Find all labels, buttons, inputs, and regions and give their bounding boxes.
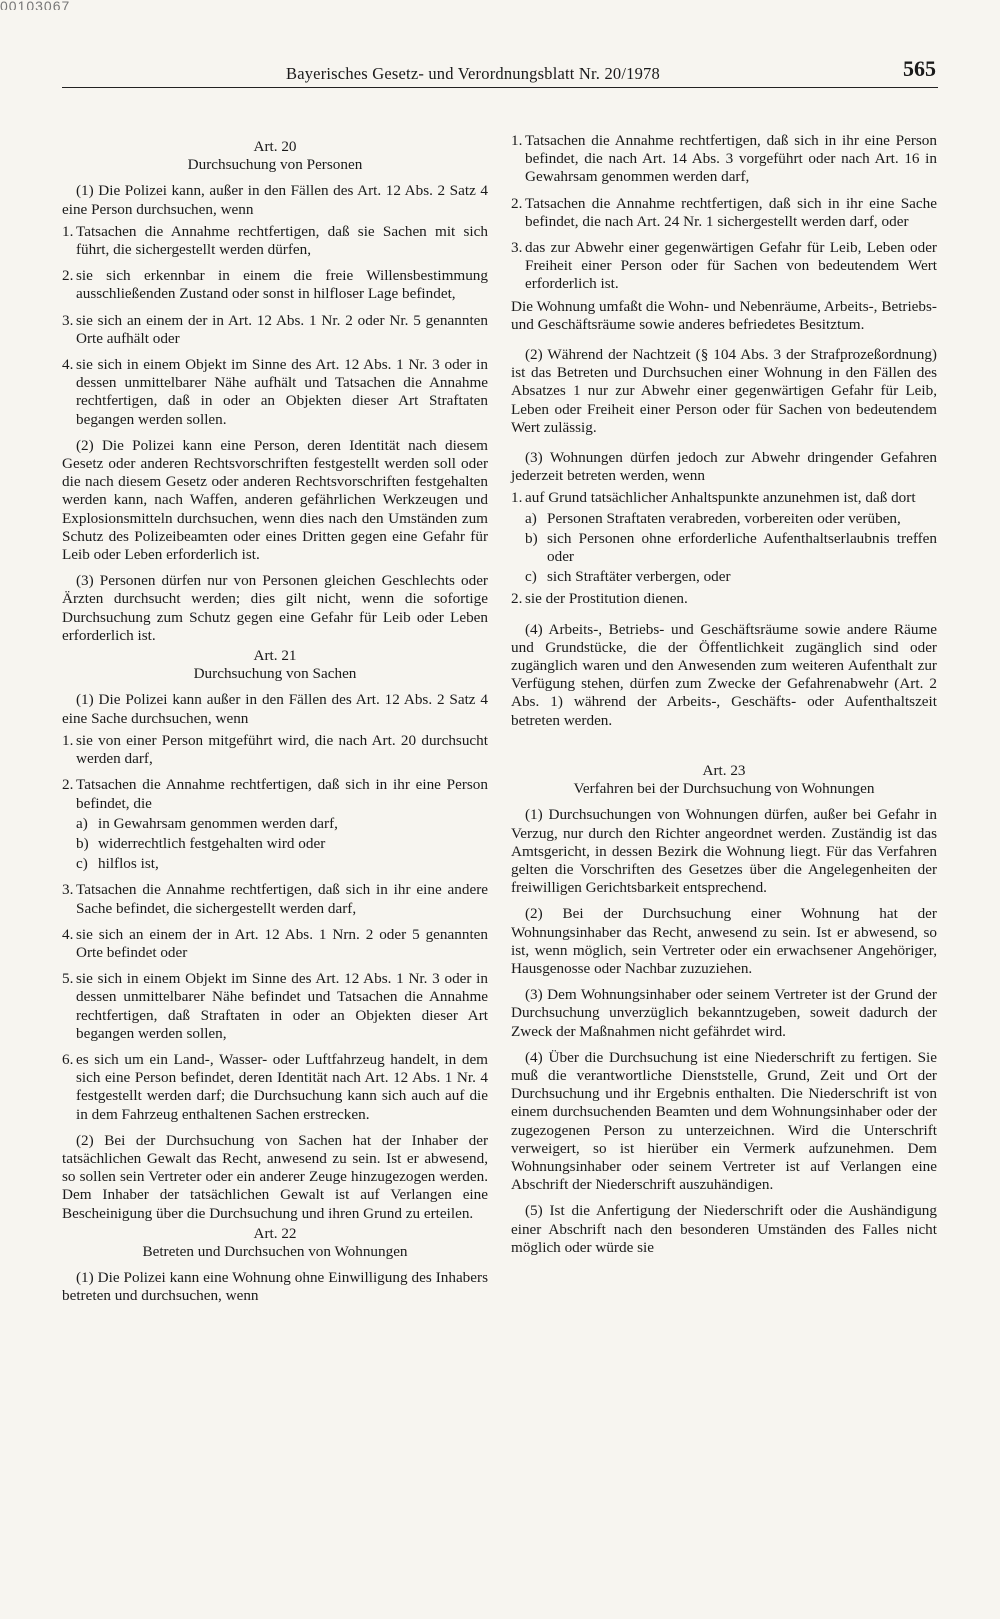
archive-stamp: 00103067 [0,0,71,10]
paragraph: (1) Durchsuchungen von Wohnungen dürfen, außer bei Gefahr in Verzug, nur durch den Richter angeordnet werden. Zuständig ist das Amtsgericht, in dessen Bezirk die Wohnung liegt. Für das Verfahren gelten die Vorschriften des Gesetzes über die Angelegenheiten der freiwilligen Gerichtsbarkeit entsprechend. [511,806,937,897]
paragraph: (5) Ist die Anfertigung der Niederschrift oder die Aushändigung einer Abschrift nach den besonderen Umständen des Falles nicht möglich oder würde sie [511,1202,937,1256]
sub-item: a) Personen Straftaten verabreden, vorbereiten oder verüben, [525,509,901,527]
article-number: Art. 23 [702,761,746,779]
running-head: Bayerisches Gesetz- und Verordnungsblatt Nr. 20/1978 [286,64,660,83]
list-item: 6. es sich um ein Land-, Wasser- oder Luftfahrzeug handelt, in dem sich eine Person befindet, deren Identität nach Art. 12 Abs. 1 Nr. 4 festgestellt werden darf; die Durchsuchung kann sich auch auf die in dem Fahrzeug enthaltenen Sachen erstrecken. [62,1050,488,1123]
paragraph: (2) Bei der Durchsuchung von Sachen hat der Inhaber der tatsächlichen Gewalt das Recht, anwesend zu sein. Ist er abwesend, so sollen sein Vertreter oder ein anderer Zeuge hinzugezogen werden. Dem Inhaber der tatsächlichen Gewalt ist auf Verlangen eine Bescheinigung über die Durchsuchung und ihren Grund zu erteilen. [62,1131,488,1222]
paragraph: Die Wohnung umfaßt die Wohn- und Nebenräume, Arbeits-, Betriebs- und Geschäftsräume sowie anderes befriedetes Besitztum. [511,297,937,333]
article-title: Verfahren bei der Durchsuchung von Wohnungen [573,780,875,798]
left-column [62,132,488,1314]
paragraph: (4) Über die Durchsuchung ist eine Niederschrift zu fertigen. Sie muß die verantwortliche Dienststelle, Grund, Zeit und Ort der Durchsuchung und ihr Ergebnis enthalten. Die Niederschrift ist von einem durchsuchenden Beamten und dem Wohnungsinhaber oder der zugezogenen Person zu unterzeichnen. Wird die Unterschrift verweigert, so ist hierüber ein Vermerk aufzunehmen. Dem Wohnungsinhaber oder seinem Vertreter ist auf Verlangen eine Abschrift der Niederschrift auszuhändigen. [511,1048,937,1194]
list-item: 3. Tatsachen die Annahme rechtfertigen, daß sich in ihr eine andere Sache befindet, die sichergestellt werden darf, [62,881,488,917]
list-item: 2. sie sich erkennbar in einem die freie Willensbestimmung ausschließenden Zustand oder sonst in hilfloser Lage befindet, [62,267,488,303]
list-item: 5. sie sich in einem Objekt im Sinne des Art. 12 Abs. 1 Nr. 3 oder in dessen unmittelbarer Nähe befindet und Tatsachen die Annahme rechtfertigen, daß Straftaten in oder an Objekten dieser Art begangen werden sollen, [62,970,488,1042]
paragraph: (3) Wohnungen dürfen jedoch zur Abwehr dringender Gefahren jederzeit betreten werden, wenn [511,449,937,485]
paragraph: (1) Die Polizei kann, außer in den Fällen des Art. 12 Abs. 2 Satz 4 eine Person durchsuchen, wenn [62,182,488,218]
article-number: Art. 21 [253,647,297,665]
list-item: 4. sie sich an einem der in Art. 12 Abs. 1 Nrn. 2 oder 5 genannten Orte befindet oder [62,925,488,961]
sub-item: a) in Gewahrsam genommen werden darf, [76,814,338,832]
list-item: 2. sie der Prostitution dienen. [511,590,688,608]
article-number: Art. 20 [253,138,297,155]
sub-item: b) widerrechtlich festgehalten wird oder [76,834,326,852]
paragraph: (2) Die Polizei kann eine Person, deren Identität nach diesem Gesetz oder anderen Rechtsvorschriften festgestellt werden soll oder die nach diesem Gesetz oder anderen Rechtsvorschriften festgehalten werden kann, nach Waffen, anderen gefährlichen Werkzeugen und Explosionsmitteln durchsuchen, wenn dies nach den Umständen zum Schutz des Polizeibeamten oder eines Dritten gegen eine Gefahr für Leib oder Leben erforderlich ist. [62,436,488,564]
paragraph: (3) Personen dürfen nur von Personen gleichen Geschlechts oder Ärzten durchsucht werden; dies gilt nicht, wenn die sofortige Durchsuchung zum Schutz gegen eine Gefahr für Leib oder Leben erforderlich ist. [62,572,488,644]
list-item: 4. sie sich in einem Objekt im Sinne des Art. 12 Abs. 1 Nr. 3 oder in dessen unmittelbarer Nähe aufhält und Tatsachen die Annahme rechtfertigen, daß in oder an Objekten dieser Art Straftaten begangen werden sollen. [62,356,488,428]
list-item: 3. sie sich an einem der in Art. 12 Abs. 1 Nr. 2 oder Nr. 5 genannten Orte aufhält oder [62,311,488,347]
paragraph: (3) Dem Wohnungsinhaber oder seinem Vertreter ist der Grund der Durchsuchung unverzüglich bekanntzugeben, soweit dadurch der Zweck der Maßnahmen nicht gefährdet wird. [511,986,937,1040]
list-item: 1. sie von einer Person mitgeführt wird, die nach Art. 20 durchsucht werden darf, [62,731,488,768]
sub-item: b) sich Personen ohne erforderliche Aufenthaltserlaubnis treffen oder [525,529,937,566]
page-header [62,58,938,88]
article-title: Betreten und Durchsuchen von Wohnungen [142,1242,408,1260]
paragraph: (4) Arbeits-, Betriebs- und Geschäftsräume sowie andere Räume und Grundstücke, die der Öffentlichkeit zugänglich sind oder zugänglich waren und den Anwesenden zum weiteren Aufenthalt zur Verfügung stehen, dürfen zum Zwecke der Gefahrenabwehr (Art. 2 Abs. 1) während der Arbeits-, Geschäfts- oder Aufenthaltszeit betreten werden. [511,620,937,729]
paragraph: (1) Die Polizei kann außer in den Fällen des Art. 12 Abs. 2 Satz 4 eine Sache durchsuchen, wenn [62,691,488,727]
list-item: 1. Tatsachen die Annahme rechtfertigen, daß sie Sachen mit sich führt, die sichergestellt werden dürfen, [62,222,488,259]
paragraph: (2) Bei der Durchsuchung einer Wohnung hat der Wohnungsinhaber das Recht, anwesend zu sein. Ist er abwesend, so ist, wenn möglich, sein Vertreter oder ein erwachsener Angehöriger, Hausgenosse oder Nachbar zuzuziehen. [511,905,937,977]
article-title: Durchsuchung von Sachen [193,665,357,683]
list-item: 3. das zur Abwehr einer gegenwärtigen Gefahr für Leib, Leben oder Freiheit einer Person oder für Sachen von bedeutendem Wert erforderlich ist. [511,239,937,293]
paragraph: (1) Die Polizei kann eine Wohnung ohne Einwilligung des Inhabers betreten und durchsuchen, wenn [62,1269,488,1305]
right-column [511,132,937,1265]
sub-item: c) hilflos ist, [76,855,159,873]
list-item: 1. auf Grund tatsächlicher Anhaltspunkte anzunehmen ist, daß dort [511,489,916,507]
sub-item: c) sich Straftäter verbergen, oder [525,568,731,586]
list-item: 2. Tatsachen die Annahme rechtfertigen, daß sich in ihr eine Person befindet, die [62,776,488,812]
list-item: 2. Tatsachen die Annahme rechtfertigen, daß sich in ihr eine Sache befindet, die nach Art. 24 Nr. 1 sichergestellt werden darf, oder [511,194,937,230]
article-title: Durchsuchung von Personen [187,156,363,174]
page-number: 565 [903,56,936,81]
article-number: Art. 22 [253,1224,297,1242]
paragraph: (2) Während der Nachtzeit (§ 104 Abs. 3 der Strafprozeßordnung) ist das Betreten und Durchsuchen einer Wohnung in den Fällen des Absatzes 1 nur zur Abwehr einer gegenwärtigen Gefahr für Leib, Leben oder Freiheit einer Person oder für Sachen von bedeutendem Wert zulässig. [511,346,937,436]
list-item: 1. Tatsachen die Annahme rechtfertigen, daß sich in ihr eine Person befindet, die nach Art. 14 Abs. 3 vorgeführt oder nach Art. 16 in Gewahrsam genommen werden darf, [511,132,937,186]
